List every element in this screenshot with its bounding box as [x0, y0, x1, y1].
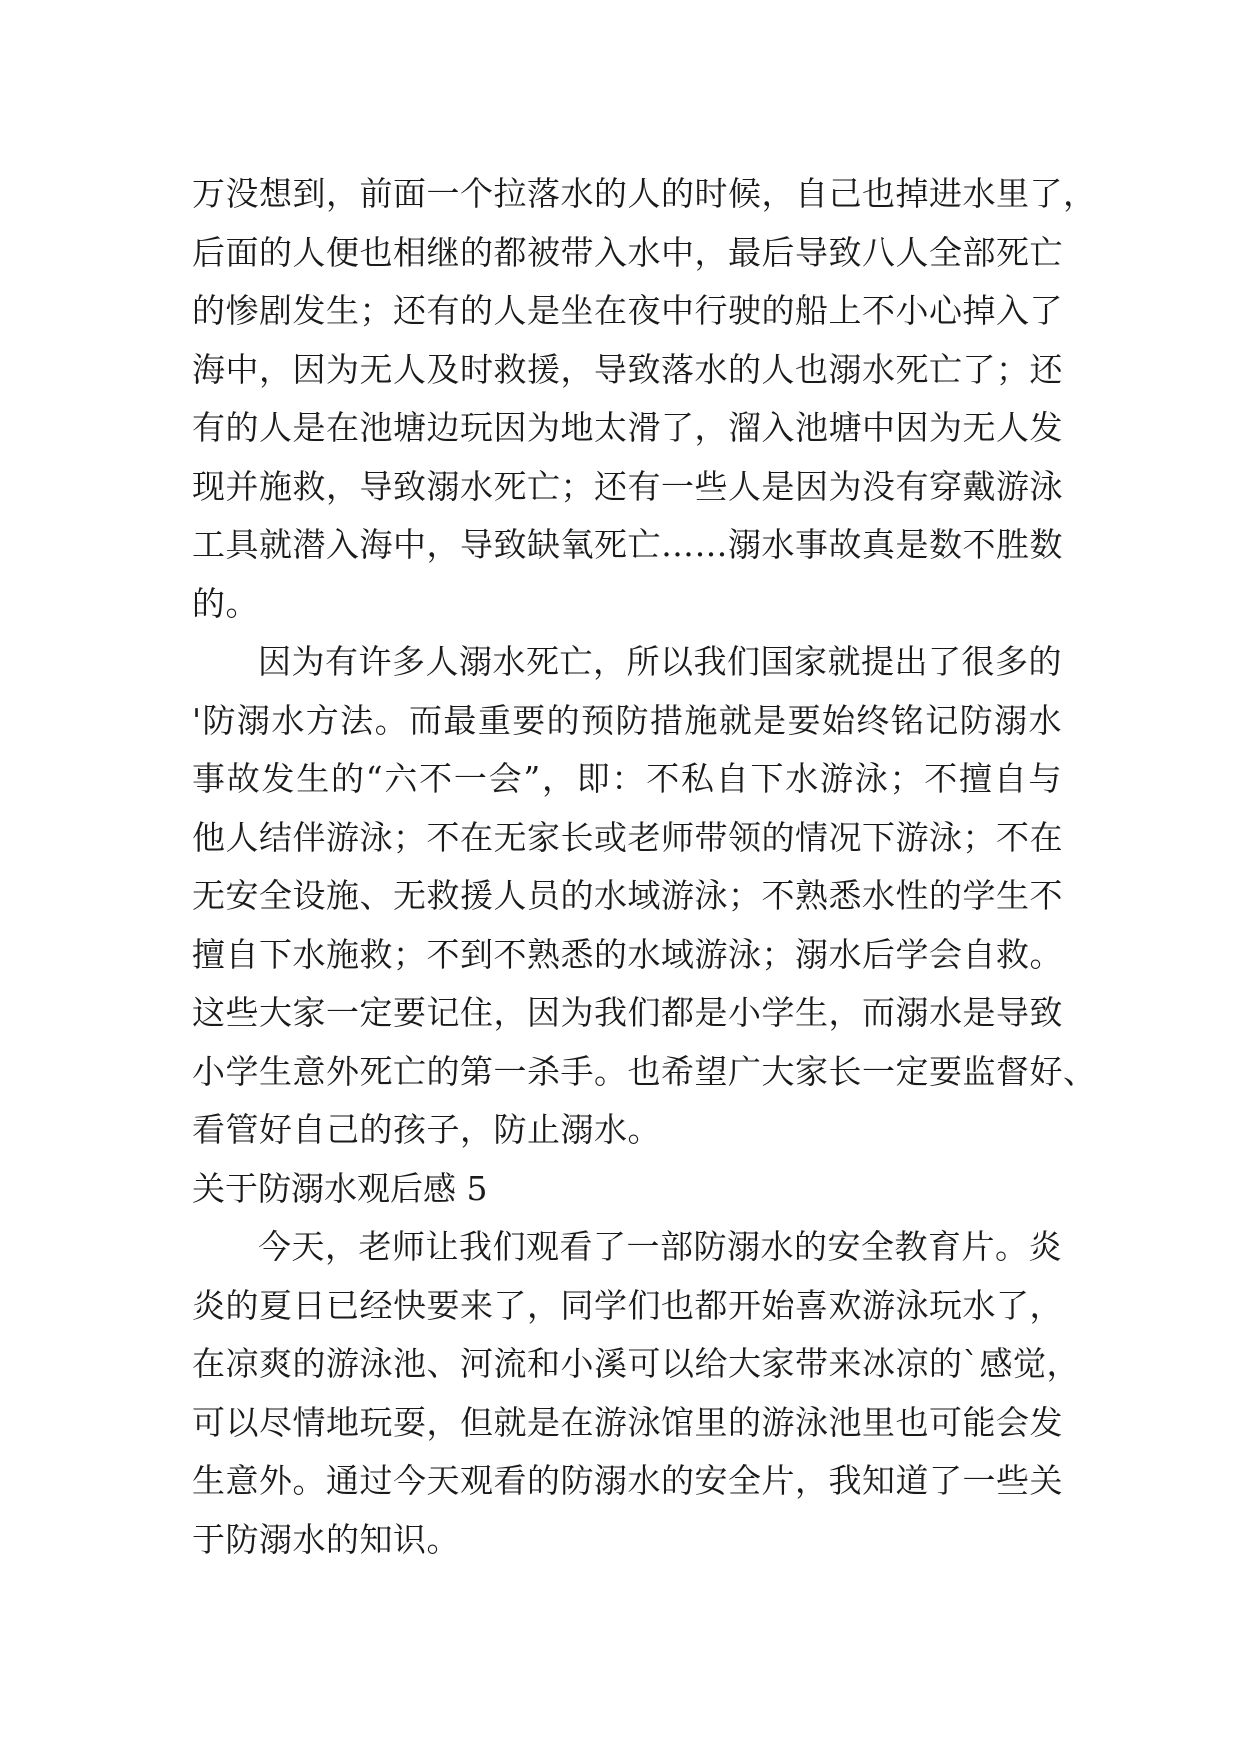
paragraph-line: 小学生意外死亡的第一杀手。也希望广大家长一定要监督好、: [192, 1051, 1097, 1091]
paragraph-line: 后面的人便也相继的都被带入水中，最后导致八人全部死亡: [192, 232, 1063, 272]
paragraph-line: 有的人是在池塘边玩因为地太滑了，溜入池塘中因为无人发: [192, 408, 1063, 447]
paragraph-line: 现并施救，导致溺水死亡；还有一些人是因为没有穿戴游泳: [192, 466, 1063, 506]
paragraph-line: 他人结伴游泳；不在无家长或老师带领的情况下游泳；不在: [192, 817, 1063, 857]
paragraph-line: 工具就潜入海中，导致缺氧死亡……溺水事故真是数不胜数: [192, 525, 1063, 564]
paragraph-line: 擅自下水施救；不到不熟悉的水域游泳；溺水后学会自救。: [192, 934, 1063, 974]
paragraph-line: 的惨剧发生；还有的人是坐在夜中行驶的船上不小心掉入了: [192, 291, 1063, 330]
paragraph-line: 海中，因为无人及时救援，导致落水的人也溺水死亡了；还: [192, 349, 1063, 389]
paragraph-1: [192, 165, 1097, 633]
document-body: [192, 165, 1097, 1569]
paragraph-line: 今天，老师让我们观看了一部防溺水的安全教育片。炎: [258, 1227, 1062, 1266]
paragraph-line: 在凉爽的游泳池、河流和小溪可以给大家带来冰凉的`感觉，: [192, 1344, 1080, 1383]
section-heading: 关于防溺水观后感 5: [192, 1168, 488, 1208]
paragraph-line: 于防溺水的知识。: [192, 1519, 460, 1559]
paragraph-line: 可以尽情地玩耍，但就是在游泳馆里的游泳池里也可能会发: [192, 1402, 1063, 1442]
paragraph-2: [192, 633, 1097, 1160]
paragraph-line: 的。: [192, 583, 259, 623]
paragraph-line: 生意外。通过今天观看的防溺水的安全片，我知道了一些关: [192, 1461, 1063, 1500]
paragraph-line: 因为有许多人溺水死亡，所以我们国家就提出了很多的: [258, 642, 1062, 681]
paragraph-line: 事故发生的“六不一会”，即：不私自下水游泳；不擅自与: [192, 759, 1062, 798]
paragraph-line: 看管好自己的孩子，防止溺水。: [192, 1110, 661, 1149]
paragraph-line: '防溺水方法。而最重要的预防措施就是要始终铭记防溺水: [192, 700, 1062, 740]
paragraph-line: 炎的夏日已经快要来了，同学们也都开始喜欢游泳玩水了，: [192, 1285, 1063, 1325]
paragraph-line: 这些大家一定要记住，因为我们都是小学生，而溺水是导致: [192, 993, 1063, 1032]
paragraph-line: 万没想到，前面一个拉落水的人的时候，自己也掉进水里了，: [192, 174, 1097, 213]
paragraph-3: [192, 1218, 1080, 1569]
paragraph-line: 无安全设施、无救援人员的水域游泳；不熟悉水性的学生不: [192, 876, 1063, 915]
